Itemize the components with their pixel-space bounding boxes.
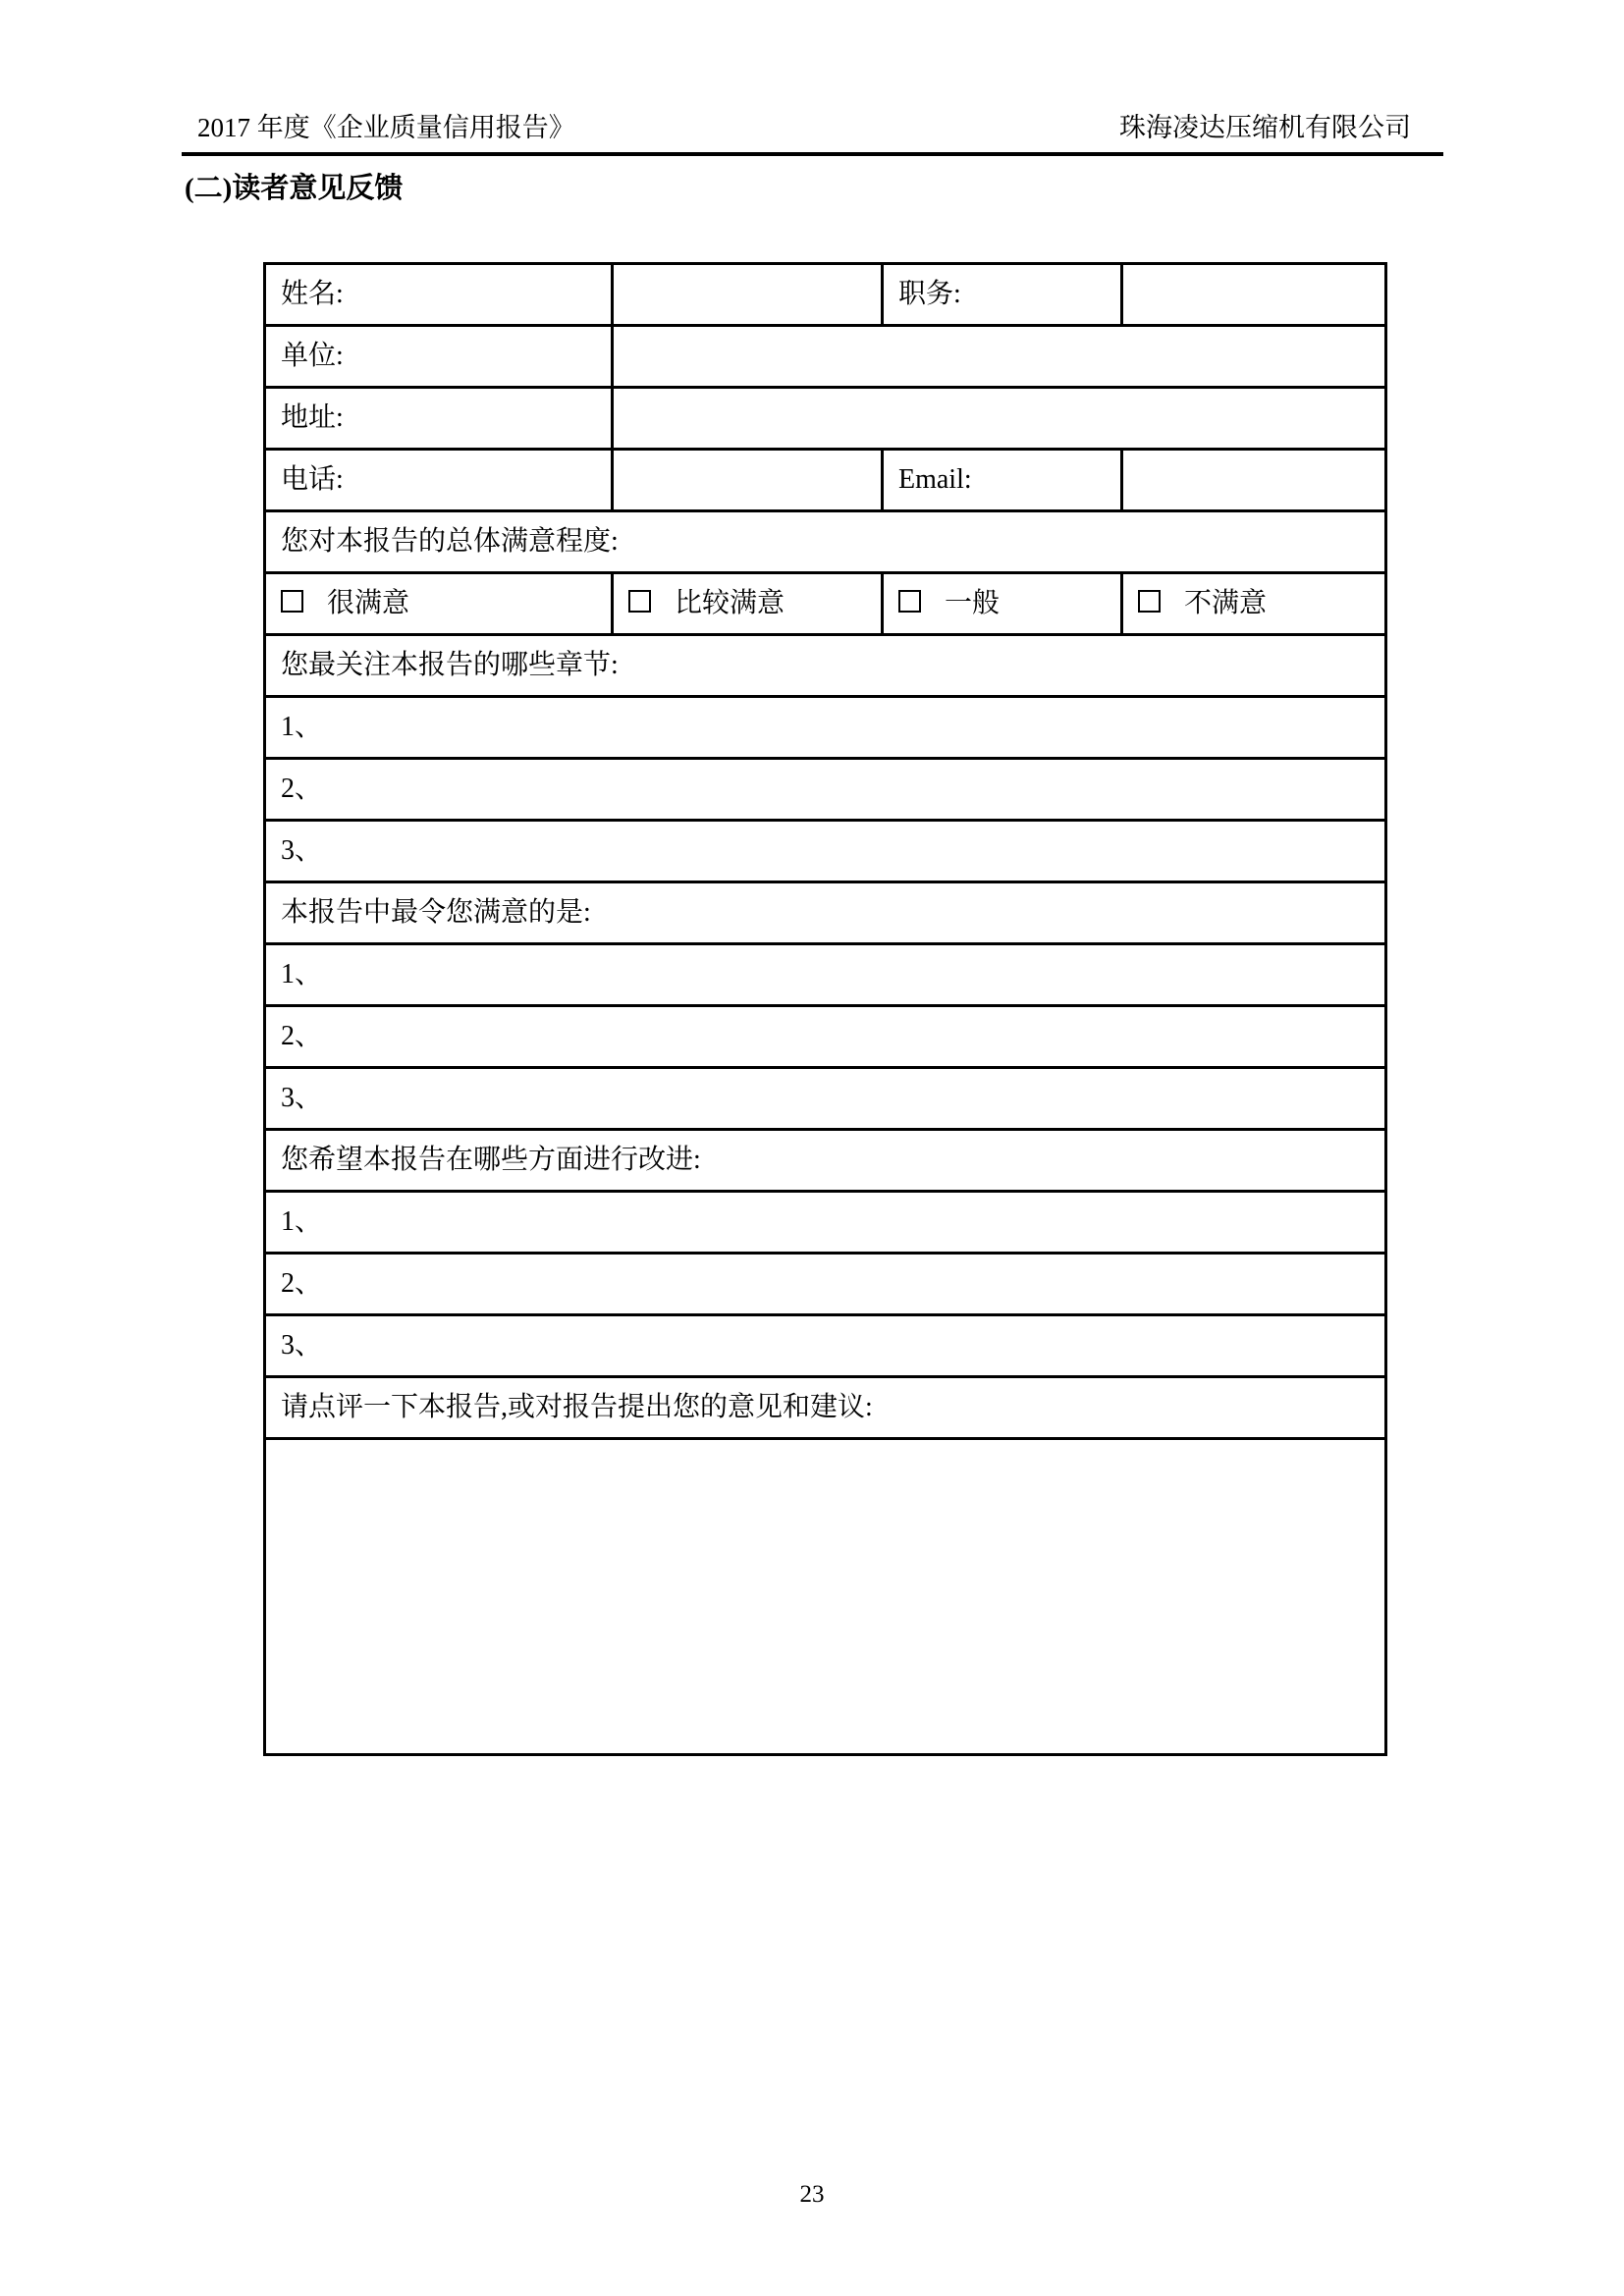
table-row-chapters-item-3 bbox=[265, 821, 1386, 882]
table-row-chapters-item-1 bbox=[265, 697, 1386, 759]
satisfaction-option-fairly-satisfied-cell[interactable] bbox=[613, 573, 883, 635]
header-report-title: 2017 年度《企业质量信用报告》 bbox=[197, 113, 575, 142]
satisfaction-question-cell: 您对本报告的总体满意程度: bbox=[265, 511, 1386, 573]
most-satisfied-item-1-cell[interactable]: 1、 bbox=[265, 944, 1386, 1006]
feedback-form-table bbox=[263, 262, 1387, 1756]
page-header bbox=[197, 112, 1411, 143]
table-row-phone-email bbox=[265, 450, 1386, 511]
option-label-average: 一般 bbox=[945, 588, 1001, 618]
phone-label-cell: 电话: bbox=[265, 450, 613, 511]
table-row-company bbox=[265, 326, 1386, 388]
position-value-cell[interactable] bbox=[1122, 264, 1386, 326]
table-row-improvements-item-3 bbox=[265, 1315, 1386, 1377]
checkbox-very-satisfied-icon[interactable] bbox=[281, 590, 303, 613]
address-value-cell[interactable] bbox=[613, 388, 1386, 450]
most-satisfied-question-cell: 本报告中最令您满意的是: bbox=[265, 882, 1386, 944]
satisfaction-option-very-satisfied-cell[interactable] bbox=[265, 573, 613, 635]
section-heading: (二)读者意见反馈 bbox=[185, 173, 404, 204]
satisfaction-option-average-cell[interactable] bbox=[883, 573, 1122, 635]
table-row-most-satisfied-item-3 bbox=[265, 1068, 1386, 1130]
table-row-improvements-item-2 bbox=[265, 1254, 1386, 1315]
page-number: 23 bbox=[799, 2181, 825, 2208]
name-label-cell: 姓名: bbox=[265, 264, 613, 326]
improvements-item-2-cell[interactable]: 2、 bbox=[265, 1254, 1386, 1315]
address-label-cell: 地址: bbox=[265, 388, 613, 450]
comments-answer-cell[interactable] bbox=[265, 1439, 1386, 1755]
option-label-fairly-satisfied: 比较满意 bbox=[675, 588, 785, 618]
table-row-improvements-item-1 bbox=[265, 1192, 1386, 1254]
most-satisfied-item-3-cell[interactable]: 3、 bbox=[265, 1068, 1386, 1130]
table-row-comments-question bbox=[265, 1377, 1386, 1439]
option-label-unsatisfied: 不满意 bbox=[1184, 588, 1268, 618]
table-row-comments-answer bbox=[265, 1439, 1386, 1755]
option-label-very-satisfied: 很满意 bbox=[327, 588, 410, 618]
chapters-item-2-cell[interactable]: 2、 bbox=[265, 759, 1386, 821]
company-label-cell: 单位: bbox=[265, 326, 613, 388]
chapters-question-cell: 您最关注本报告的哪些章节: bbox=[265, 635, 1386, 697]
header-company-name: 珠海凌达压缩机有限公司 bbox=[1119, 113, 1411, 142]
table-row-name-position bbox=[265, 264, 1386, 326]
name-value-cell[interactable] bbox=[613, 264, 883, 326]
table-row-most-satisfied-item-1 bbox=[265, 944, 1386, 1006]
most-satisfied-item-2-cell[interactable]: 2、 bbox=[265, 1006, 1386, 1068]
table-row-most-satisfied-question bbox=[265, 882, 1386, 944]
company-value-cell[interactable] bbox=[613, 326, 1386, 388]
comments-question-cell: 请点评一下本报告,或对报告提出您的意见和建议: bbox=[265, 1377, 1386, 1439]
position-label-cell: 职务: bbox=[883, 264, 1122, 326]
table-row-chapters-question bbox=[265, 635, 1386, 697]
checkbox-unsatisfied-icon[interactable] bbox=[1138, 590, 1161, 613]
chapters-item-3-cell[interactable]: 3、 bbox=[265, 821, 1386, 882]
checkbox-fairly-satisfied-icon[interactable] bbox=[628, 590, 651, 613]
table-row-improvements-question bbox=[265, 1130, 1386, 1192]
email-label-cell: Email: bbox=[883, 450, 1122, 511]
table-row-satisfaction-options bbox=[265, 573, 1386, 635]
table-row-satisfaction-question bbox=[265, 511, 1386, 573]
satisfaction-option-unsatisfied-cell[interactable] bbox=[1122, 573, 1386, 635]
checkbox-average-icon[interactable] bbox=[898, 590, 921, 613]
improvements-item-3-cell[interactable]: 3、 bbox=[265, 1315, 1386, 1377]
table-row-address bbox=[265, 388, 1386, 450]
header-rule bbox=[182, 152, 1443, 156]
email-value-cell[interactable] bbox=[1122, 450, 1386, 511]
improvements-question-cell: 您希望本报告在哪些方面进行改进: bbox=[265, 1130, 1386, 1192]
improvements-item-1-cell[interactable]: 1、 bbox=[265, 1192, 1386, 1254]
chapters-item-1-cell[interactable]: 1、 bbox=[265, 697, 1386, 759]
table-row-chapters-item-2 bbox=[265, 759, 1386, 821]
table-row-most-satisfied-item-2 bbox=[265, 1006, 1386, 1068]
phone-value-cell[interactable] bbox=[613, 450, 883, 511]
